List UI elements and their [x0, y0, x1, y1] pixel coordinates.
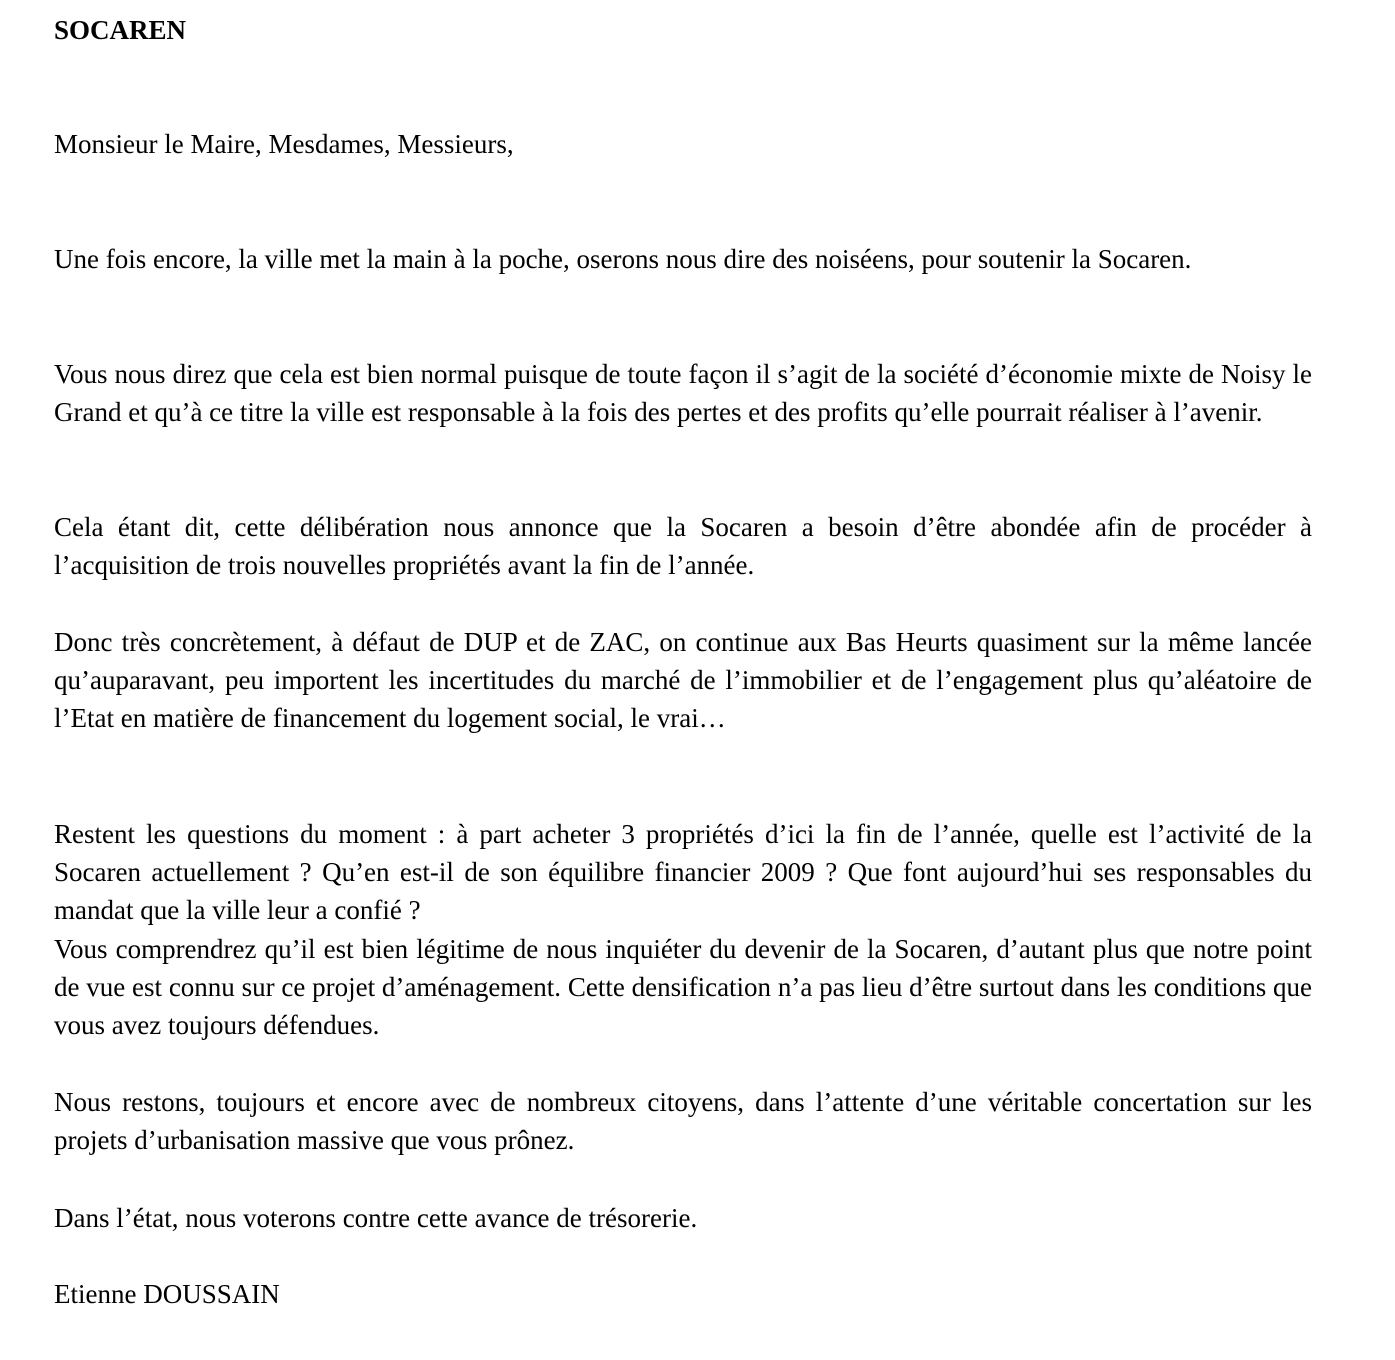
- paragraph-2: Vous nous direz que cela est bien normal puisque de toute façon il s’agit de la société d’économie mixte de Noisy le Grand et qu’à ce titre la ville est responsable à la fois des pertes et des profits qu’elle pourrait réaliser à l’avenir.: [54, 359, 1312, 428]
- salutation: Monsieur le Maire, Mesdames, Messieurs,: [54, 129, 514, 159]
- paragraph-1: Une fois encore, la ville met la main à la poche, oserons nous dire des noiséens, pour soutenir la Socaren.: [54, 244, 1192, 274]
- paragraph-3: Cela étant dit, cette délibération nous annonce que la Socaren a besoin d’être abondée afin de procéder à l’acquisition de trois nouvelles propriétés avant la fin de l’année.: [54, 512, 1312, 581]
- paragraph-4: Donc très concrètement, à défaut de DUP et de ZAC, on continue aux Bas Heurts quasiment sur la même lancée qu’auparavant, peu importent les incertitudes du marché de l’immobilier et de l’engagement plus qu’aléatoire de l’Etat en matière de financement du logement social, le vrai…: [54, 627, 1312, 734]
- document-title: SOCAREN: [54, 15, 187, 45]
- paragraph-6: Vous comprendrez qu’il est bien légitime de nous inquiéter du devenir de la Socaren, d’autant plus que notre point de vue est connu sur ce projet d’aménagement. Cette densification n’a pas lieu d’être surtout dans les conditions que vous avez toujours défendues.: [54, 934, 1312, 1041]
- signature: Etienne DOUSSAIN: [54, 1279, 280, 1309]
- paragraph-5: Restent les questions du moment : à part acheter 3 propriétés d’ici la fin de l’année, quelle est l’activité de la Socaren actuellement ? Qu’en est-il de son équilibre financier 2009 ? Que font aujourd’hui ses responsables du mandat que la ville leur a confié ?: [54, 819, 1312, 926]
- paragraph-8: Dans l’état, nous voterons contre cette avance de trésorerie.: [54, 1203, 698, 1233]
- paragraph-7: Nous restons, toujours et encore avec de nombreux citoyens, dans l’attente d’une véritable concertation sur les projets d’urbanisation massive que vous prônez.: [54, 1087, 1312, 1156]
